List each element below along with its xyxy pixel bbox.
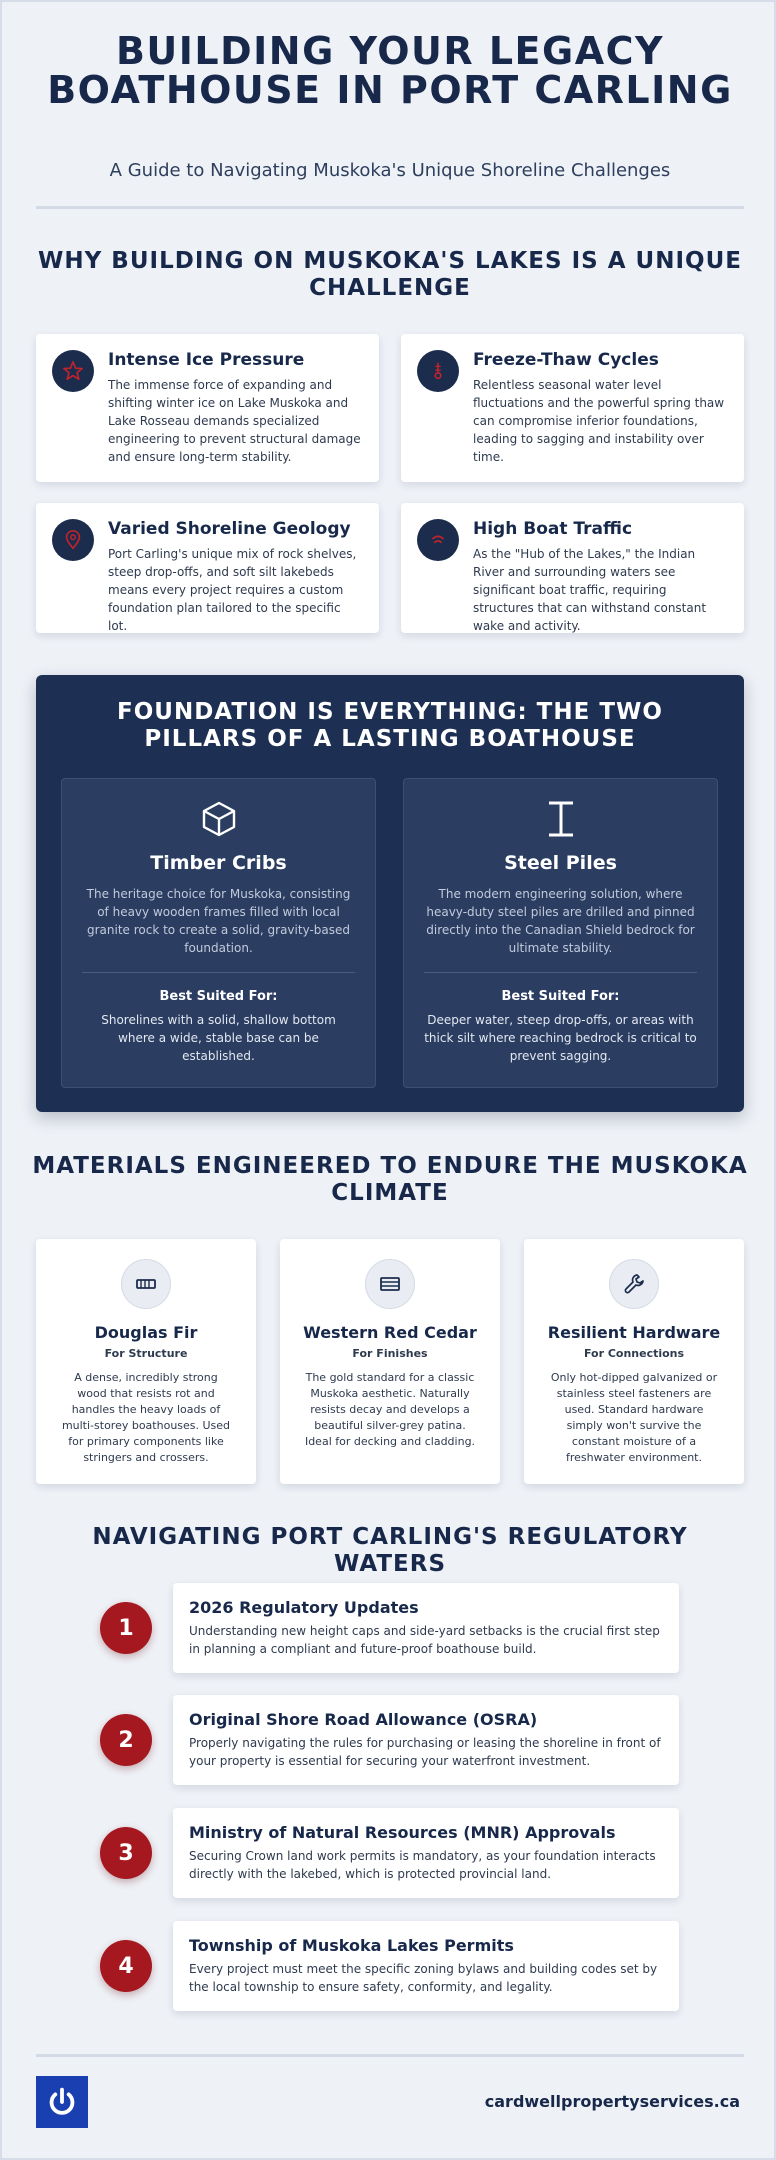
challenge-text: The immense force of expanding and shifting winter ice on Lake Muskoka and Lake Rosseau demands specialized engineering to prevent structural damage and ensure long-term stability. bbox=[108, 378, 361, 464]
step-text: Properly navigating the rules for purchasing or leasing the shoreline in front of your property is essential for securing your waterfront investment. bbox=[189, 1736, 661, 1768]
cube-icon bbox=[62, 799, 375, 839]
website-link[interactable]: cardwellpropertyservices.ca bbox=[484, 2092, 740, 2111]
footer-divider bbox=[36, 2054, 744, 2057]
foundation-desc: The modern engineering solution, where heavy-duty steel piles are drilled and pinned directly into the Canadian Shield bedrock for ultimate stability. bbox=[426, 887, 695, 955]
foundation-name: Steel Piles bbox=[504, 852, 617, 874]
best-suited-text: Deeper water, steep drop-offs, or areas with thick silt where reaching bedrock is critical to prevent sagging. bbox=[424, 1013, 697, 1063]
step-title: Original Shore Road Allowance (OSRA) bbox=[189, 1710, 538, 1729]
step-title: Township of Muskoka Lakes Permits bbox=[189, 1936, 514, 1955]
regulatory-heading: NAVIGATING PORT CARLING'S REGULATORY WATERS bbox=[92, 1524, 688, 1577]
material-name: Resilient Hardware bbox=[547, 1323, 721, 1342]
challenge-card-freeze-thaw bbox=[401, 334, 744, 482]
page-title: BUILDING YOUR LEGACY BOATHOUSE IN PORT CARLING bbox=[47, 29, 733, 112]
best-suited-text: Shorelines with a solid, shallow bottom where a wide, stable base can be established. bbox=[101, 1013, 336, 1063]
material-name: Douglas Fir bbox=[94, 1323, 198, 1342]
beam-icon bbox=[121, 1259, 171, 1309]
map-pin-icon bbox=[52, 519, 94, 561]
material-use: For Connections bbox=[583, 1347, 685, 1360]
foundation-separator bbox=[82, 972, 355, 973]
regulatory-step-card bbox=[173, 1583, 679, 1673]
header-divider bbox=[36, 206, 744, 209]
step-text: Securing Crown land work permits is mandatory, as your foundation interacts directly with the lakebed, which is protected provincial land. bbox=[189, 1849, 656, 1881]
material-card-resilient-hardware bbox=[524, 1239, 744, 1484]
challenge-title: Varied Shoreline Geology bbox=[108, 519, 351, 539]
material-card-western-red-cedar bbox=[280, 1239, 500, 1484]
best-suited-label: Best Suited For: bbox=[501, 989, 620, 1004]
challenge-text: Port Carling's unique mix of rock shelves, steep drop-offs, and soft silt lakebeds means every project requires a custom foundation plan tailored to the specific lot. bbox=[108, 547, 357, 633]
regulatory-step-card bbox=[173, 1808, 679, 1898]
wrench-icon bbox=[609, 1259, 659, 1309]
challenge-card-boat-traffic bbox=[401, 503, 744, 633]
challenge-card-ice-pressure bbox=[36, 334, 379, 482]
foundation-panel bbox=[36, 675, 744, 1112]
challenge-text: Relentless seasonal water level fluctuations and the powerful spring thaw can compromise inferior foundations, leading to sagging and instability over time. bbox=[473, 378, 725, 464]
challenge-card-geology bbox=[36, 503, 379, 633]
material-name: Western Red Cedar bbox=[303, 1323, 477, 1342]
foundation-desc: The heritage choice for Muskoka, consisting of heavy wooden frames filled with local granite rock to create a solid, gravity-based foundation. bbox=[86, 887, 351, 955]
material-card-douglas-fir bbox=[36, 1239, 256, 1484]
material-use: For Structure bbox=[104, 1347, 188, 1360]
star-icon bbox=[52, 350, 94, 392]
step-number: 2 bbox=[100, 1714, 152, 1766]
foundation-name: Timber Cribs bbox=[150, 852, 287, 874]
regulatory-step-card bbox=[173, 1695, 679, 1785]
foundation-card-timber-cribs bbox=[61, 778, 376, 1088]
step-text: Every project must meet the specific zoning bylaws and building codes set by the local township to ensure safety, conformity, and legality. bbox=[189, 1962, 658, 1994]
step-number: 1 bbox=[100, 1602, 152, 1654]
step-text: Understanding new height caps and side-yard setbacks is the crucial first step in planning a compliant and future-proof boathouse build. bbox=[189, 1624, 660, 1656]
challenge-text: As the "Hub of the Lakes," the Indian River and surrounding waters see significant boat traffic, requiring structures that can withstand constant wake and activity. bbox=[473, 547, 707, 633]
power-logo-icon[interactable] bbox=[36, 2076, 88, 2128]
challenges-heading: WHY BUILDING ON MUSKOKA'S LAKES IS A UNIQUE CHALLENGE bbox=[38, 248, 742, 301]
thermometer-icon bbox=[417, 350, 459, 392]
best-suited-label: Best Suited For: bbox=[159, 989, 278, 1004]
i-beam-icon bbox=[404, 799, 717, 839]
foundation-separator bbox=[424, 972, 697, 973]
foundation-heading: FOUNDATION IS EVERYTHING: THE TWO PILLARS OF A LASTING BOATHOUSE bbox=[117, 699, 663, 752]
material-desc: Only hot-dipped galvanized or stainless steel fasteners are used. Standard hardware simply won't survive the constant moisture of a freshwater environment. bbox=[550, 1371, 718, 1464]
challenge-title: Freeze-Thaw Cycles bbox=[473, 350, 659, 370]
wake-icon bbox=[417, 519, 459, 561]
material-desc: The gold standard for a classic Muskoka aesthetic. Naturally resists decay and develops a beautiful silver-grey patina. Ideal for decking and cladding. bbox=[304, 1371, 476, 1448]
step-number: 4 bbox=[100, 1940, 152, 1992]
planks-icon bbox=[365, 1259, 415, 1309]
page-subtitle: A Guide to Navigating Muskoka's Unique Shoreline Challenges bbox=[109, 160, 671, 181]
material-use: For Finishes bbox=[352, 1347, 428, 1360]
material-desc: A dense, incredibly strong wood that resists rot and handles the heavy loads of multi-storey boathouses. Used for primary components like stringers and crossers. bbox=[61, 1371, 231, 1464]
foundation-card-steel-piles bbox=[403, 778, 718, 1088]
challenge-title: High Boat Traffic bbox=[473, 519, 633, 539]
challenge-title: Intense Ice Pressure bbox=[108, 350, 305, 370]
step-title: 2026 Regulatory Updates bbox=[189, 1598, 419, 1617]
materials-heading: MATERIALS ENGINEERED TO ENDURE THE MUSKOKA CLIMATE bbox=[32, 1153, 748, 1206]
step-title: Ministry of Natural Resources (MNR) Approvals bbox=[189, 1823, 616, 1842]
step-number: 3 bbox=[100, 1827, 152, 1879]
regulatory-step-card bbox=[173, 1921, 679, 2011]
